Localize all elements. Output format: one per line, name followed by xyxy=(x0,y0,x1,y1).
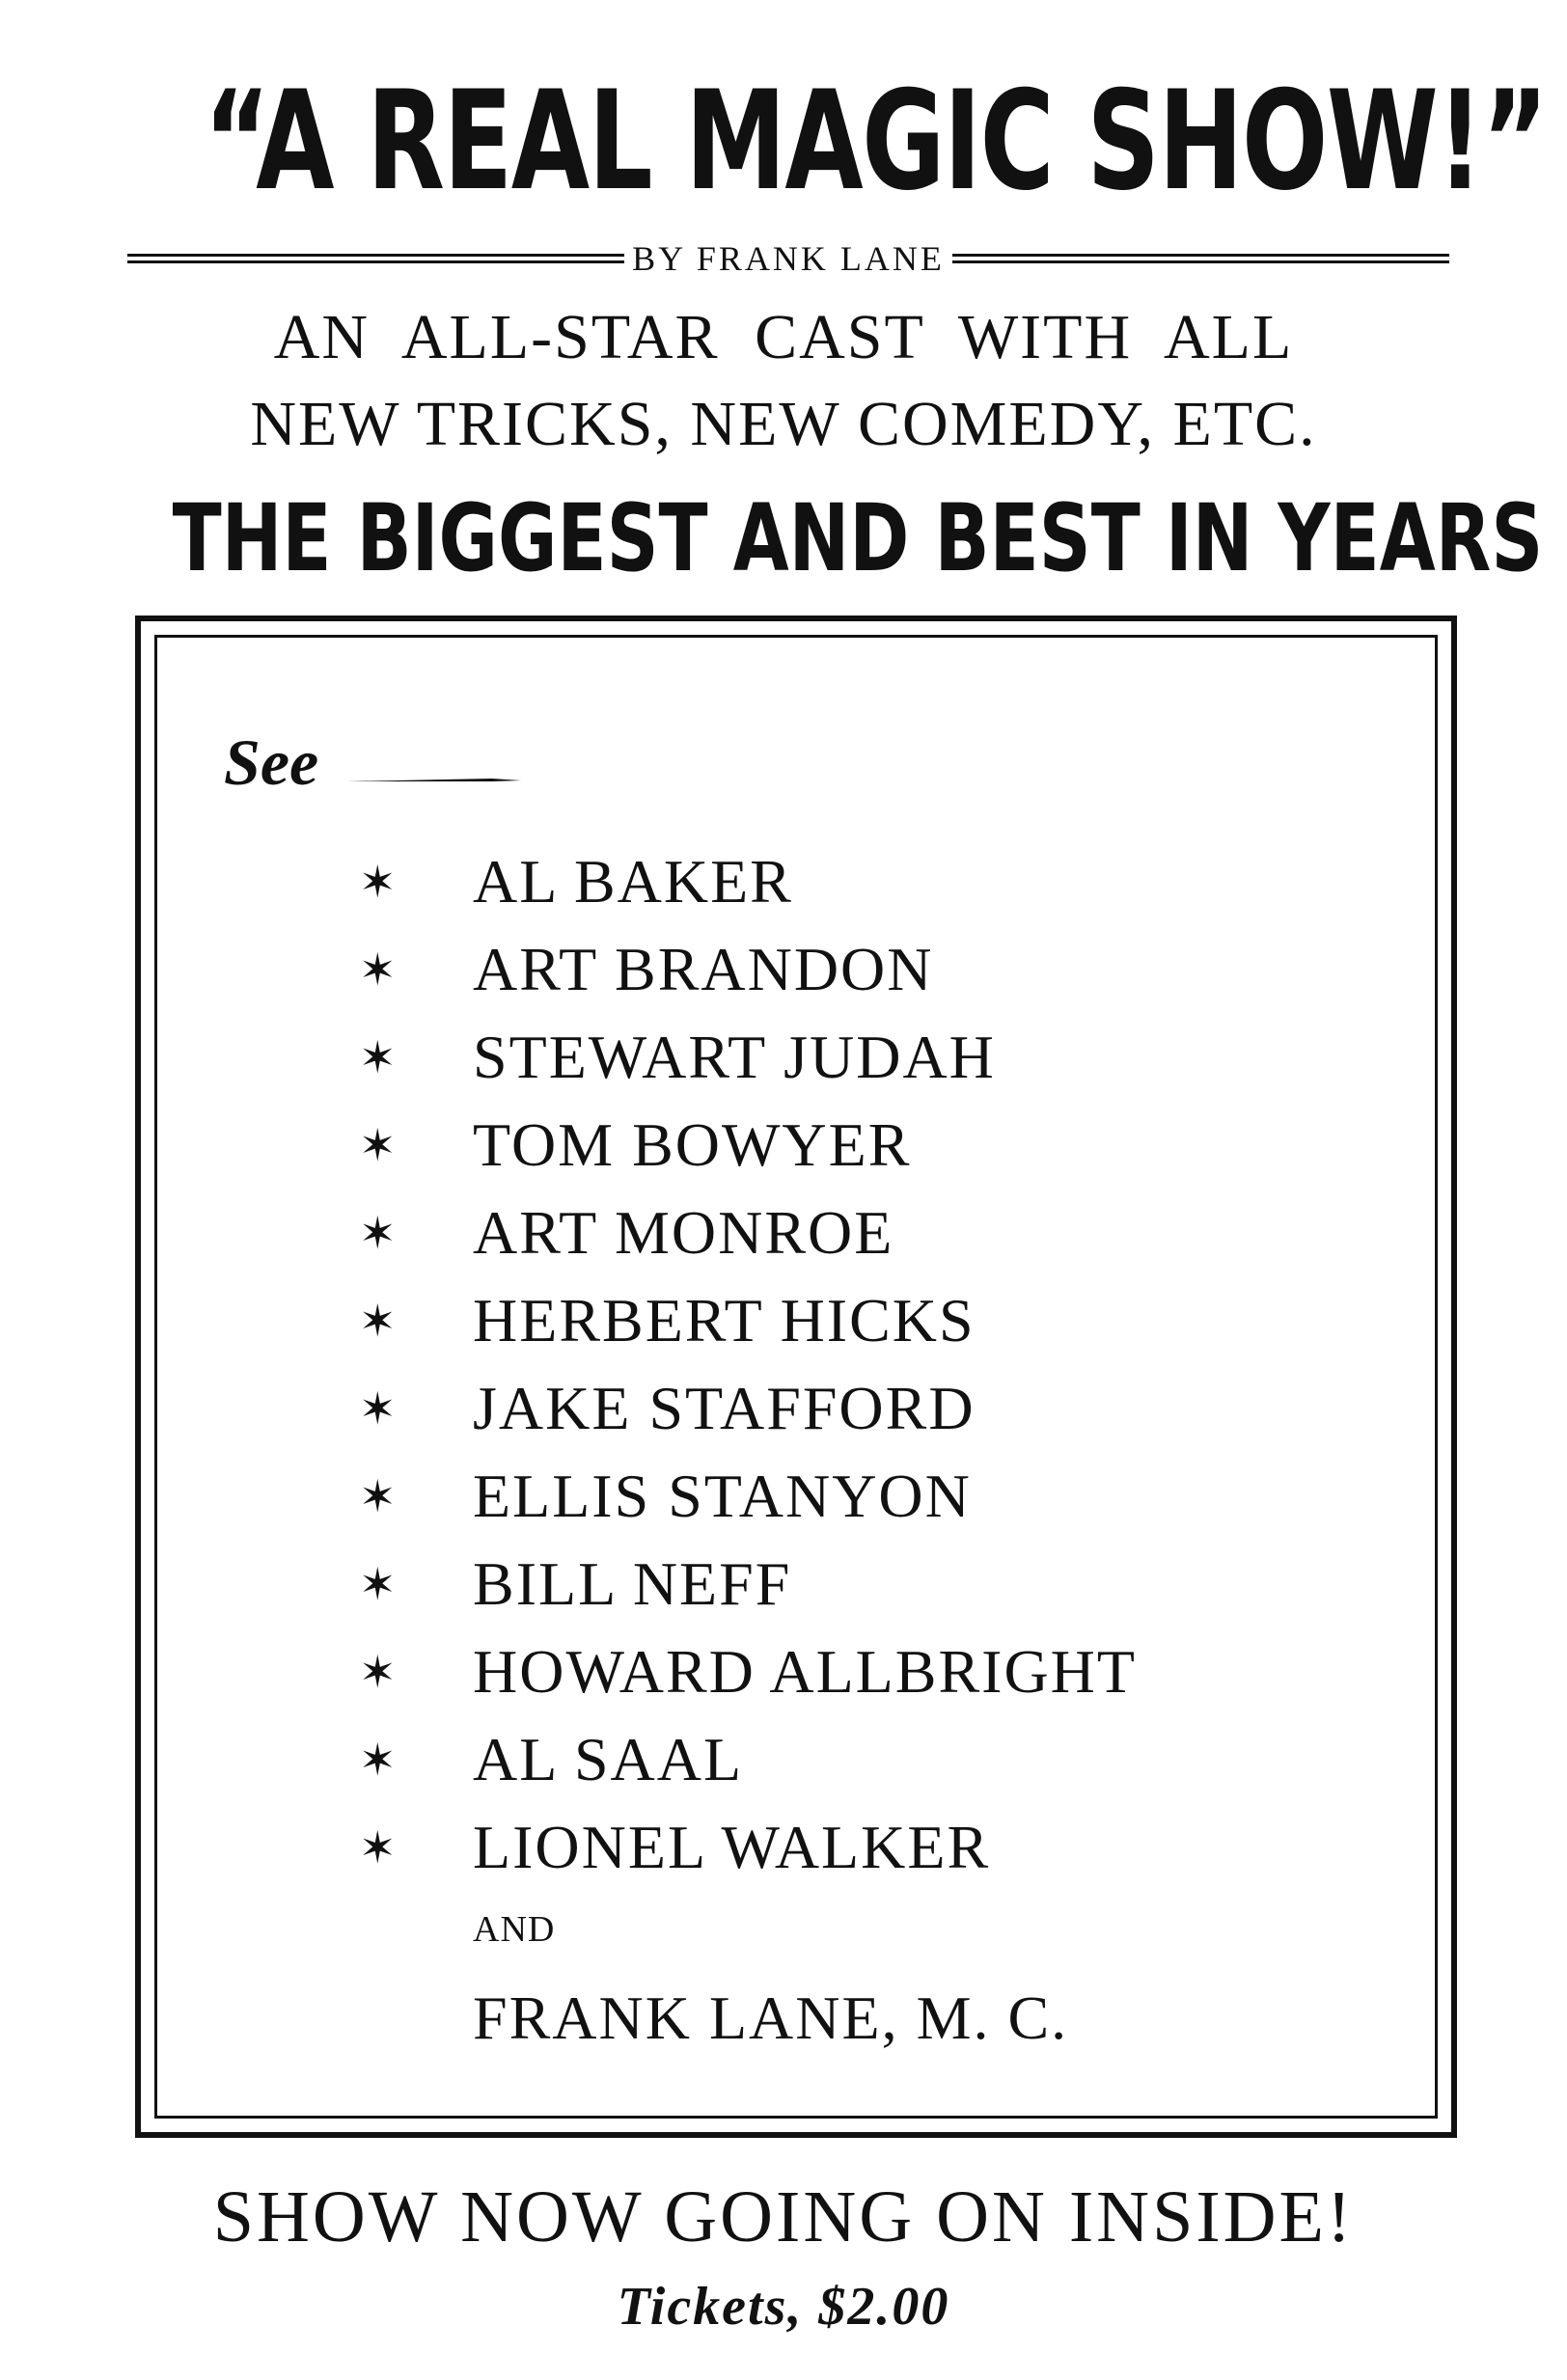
poster-headline: “A REAL MAGIC SHOW!” xyxy=(204,62,1548,221)
star-icon: ✶ xyxy=(359,943,397,996)
star-icon: ✶ xyxy=(359,1820,397,1874)
subheadline-tricks: NEW TRICKS, NEW COMEDY, ETC. xyxy=(250,389,1317,459)
cast-name: BILL NEFF xyxy=(473,1548,792,1618)
subheadline-cast: AN ALL-STAR CAST WITH ALL xyxy=(273,302,1294,372)
star-icon: ✶ xyxy=(359,1030,397,1083)
cast-name: AL BAKER xyxy=(473,846,793,916)
tagline: THE BIGGEST AND BEST IN YEARS xyxy=(172,484,1544,592)
cast-name: LIONEL WALKER xyxy=(473,1812,991,1881)
double-rule-right xyxy=(952,254,1449,263)
cast-name: HOWARD ALLBRIGHT xyxy=(473,1636,1137,1706)
star-icon: ✶ xyxy=(359,1733,397,1786)
show-announcement: SHOW NOW GOING ON INSIDE! xyxy=(212,2176,1355,2257)
cast-item xyxy=(359,1013,1137,1101)
cast-name: HERBERT HICKS xyxy=(473,1285,976,1354)
cast-name: STEWART JUDAH xyxy=(473,1022,996,1091)
star-icon: ✶ xyxy=(359,1381,397,1435)
star-icon: ✶ xyxy=(359,1557,397,1610)
double-rule-left xyxy=(127,254,624,263)
cast-item xyxy=(359,1276,1137,1364)
mc-name: FRANK LANE, M. C. xyxy=(473,1983,1069,2052)
byline: BY FRANK LANE xyxy=(632,239,945,278)
star-icon: ✶ xyxy=(359,1645,397,1698)
cast-name: ELLIS STANYON xyxy=(473,1461,972,1530)
see-underline xyxy=(347,778,521,783)
cast-item xyxy=(359,1101,1137,1189)
star-icon: ✶ xyxy=(359,1469,397,1522)
cast-item xyxy=(359,1715,1137,1803)
byline-row xyxy=(127,239,1449,278)
cast-item xyxy=(359,1364,1137,1452)
ticket-price: Tickets, $2.00 xyxy=(617,2277,950,2337)
cast-item xyxy=(359,837,1137,925)
star-icon: ✶ xyxy=(359,1294,397,1347)
cast-name: AL SAAL xyxy=(473,1724,744,1793)
cast-item xyxy=(359,1189,1137,1276)
cast-item xyxy=(359,925,1137,1013)
star-icon: ✶ xyxy=(359,1206,397,1259)
and-label: AND xyxy=(473,1909,556,1950)
cast-name: ART BRANDON xyxy=(473,934,934,1003)
star-icon: ✶ xyxy=(359,855,397,908)
cast-item xyxy=(359,1452,1137,1540)
cast-name: JAKE STAFFORD xyxy=(473,1373,976,1442)
star-icon: ✶ xyxy=(359,1118,397,1171)
cast-name: ART MONROE xyxy=(473,1197,894,1267)
see-label: See xyxy=(224,725,319,799)
cast-item xyxy=(359,1803,1137,1891)
cast-name: TOM BOWYER xyxy=(473,1109,912,1179)
cast-list xyxy=(359,837,1137,1891)
cast-item xyxy=(359,1628,1137,1715)
cast-item xyxy=(359,1540,1137,1628)
